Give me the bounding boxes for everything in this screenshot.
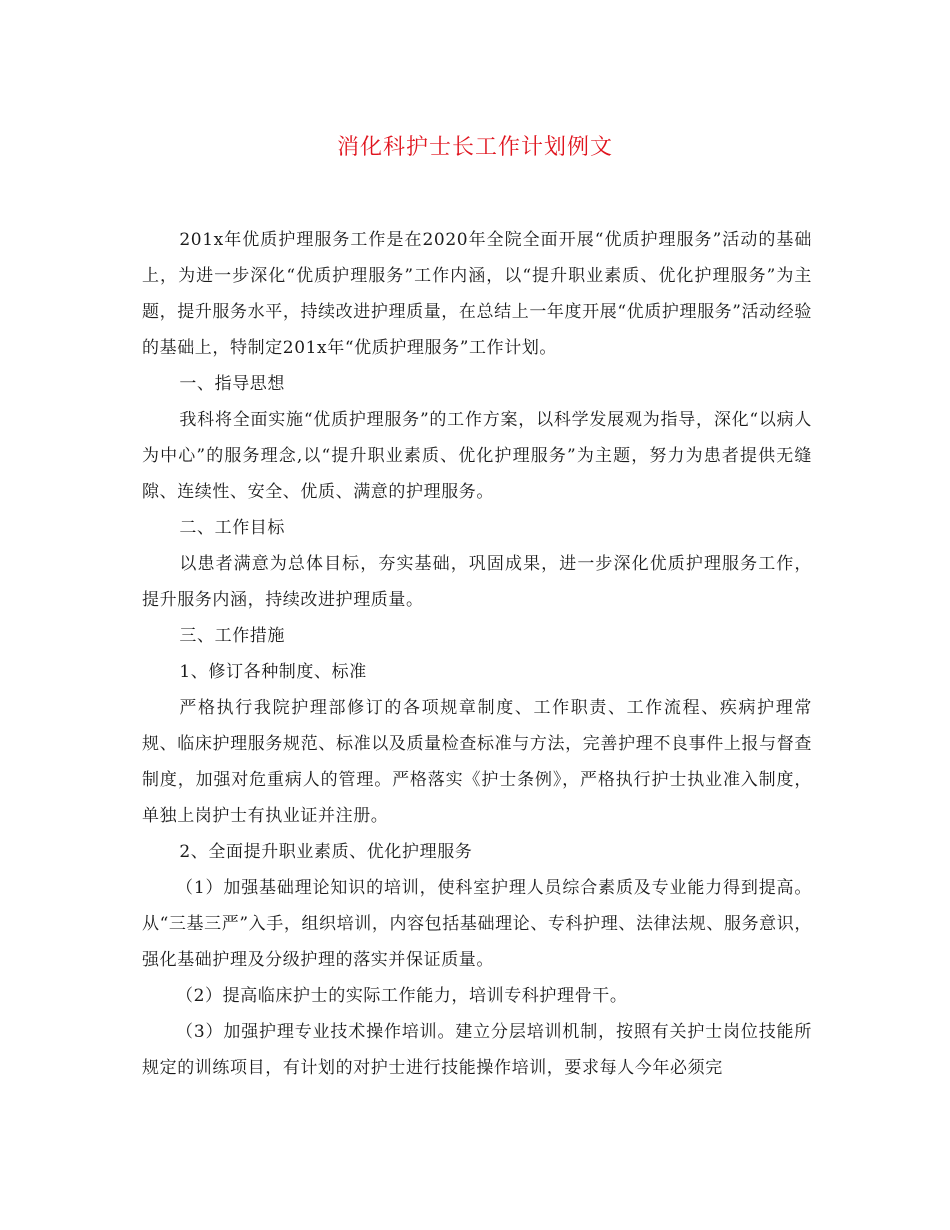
section-heading-work-goal: 二、工作目标 [179, 518, 285, 538]
list-item-skill-training: （3）加强护理专业技术操作培训。建立分层培训机制，按照有关护士岗位技能所规定的训练项目，有计划的对护士进行技能操作培训，要求每人今年必须完 [142, 1022, 812, 1078]
list-item-clinical-ability: （2）提高临床护士的实际工作能力，培训专科护理骨干。 [176, 986, 628, 1006]
section-heading-work-measures: 三、工作措施 [179, 626, 285, 646]
subheading-revise-systems: 1、修订各种制度、标准 [179, 662, 367, 682]
subheading-improve-quality: 2、全面提升职业素质、优化护理服务 [179, 842, 473, 862]
paragraph-intro: 201x年优质护理服务工作是在2020年全院全面开展“优质护理服务”活动的基础上，为进一步深化“优质护理服务”工作内涵，以“提升职业素质、优化护理服务”为主题，提升服务水平，持续改进护理质量，在总结上一年度开展“优质护理服务”活动经验的基础上，特制定201x年“优质护理服务”工作计划。 [142, 230, 812, 358]
section-heading-guiding-thought: 一、指导思想 [179, 374, 285, 394]
paragraph-work-goal: 以患者满意为总体目标，夯实基础，巩固成果，进一步深化优质护理服务工作，提升服务内涵，持续改进护理质量。 [142, 554, 812, 610]
document-body [142, 222, 812, 1086]
list-item-basic-theory-training: （1）加强基础理论知识的培训，使科室护理人员综合素质及专业能力得到提高。从“三基三严”入手，组织培训，内容包括基础理论、专科护理、法律法规、服务意识，强化基础护理及分级护理的落实并保证质量。 [142, 878, 812, 970]
paragraph-revise-systems: 严格执行我院护理部修订的各项规章制度、工作职责、工作流程、疾病护理常规、临床护理服务规范、标准以及质量检查标准与方法，完善护理不良事件上报与督查制度，加强对危重病人的管理。严格落实《护士条例》，严格执行护士执业准入制度，单独上岗护士有执业证并注册。 [142, 698, 812, 826]
document-title: 消化科护士长工作计划例文 [336, 135, 613, 160]
paragraph-guiding-thought: 我科将全面实施“优质护理服务”的工作方案，以科学发展观为指导，深化“以病人为中心”的服务理念,以“提升职业素质、优化护理服务”为主题，努力为患者提供无缝隙、连续性、安全、优质、满意的护理服务。 [142, 410, 812, 502]
